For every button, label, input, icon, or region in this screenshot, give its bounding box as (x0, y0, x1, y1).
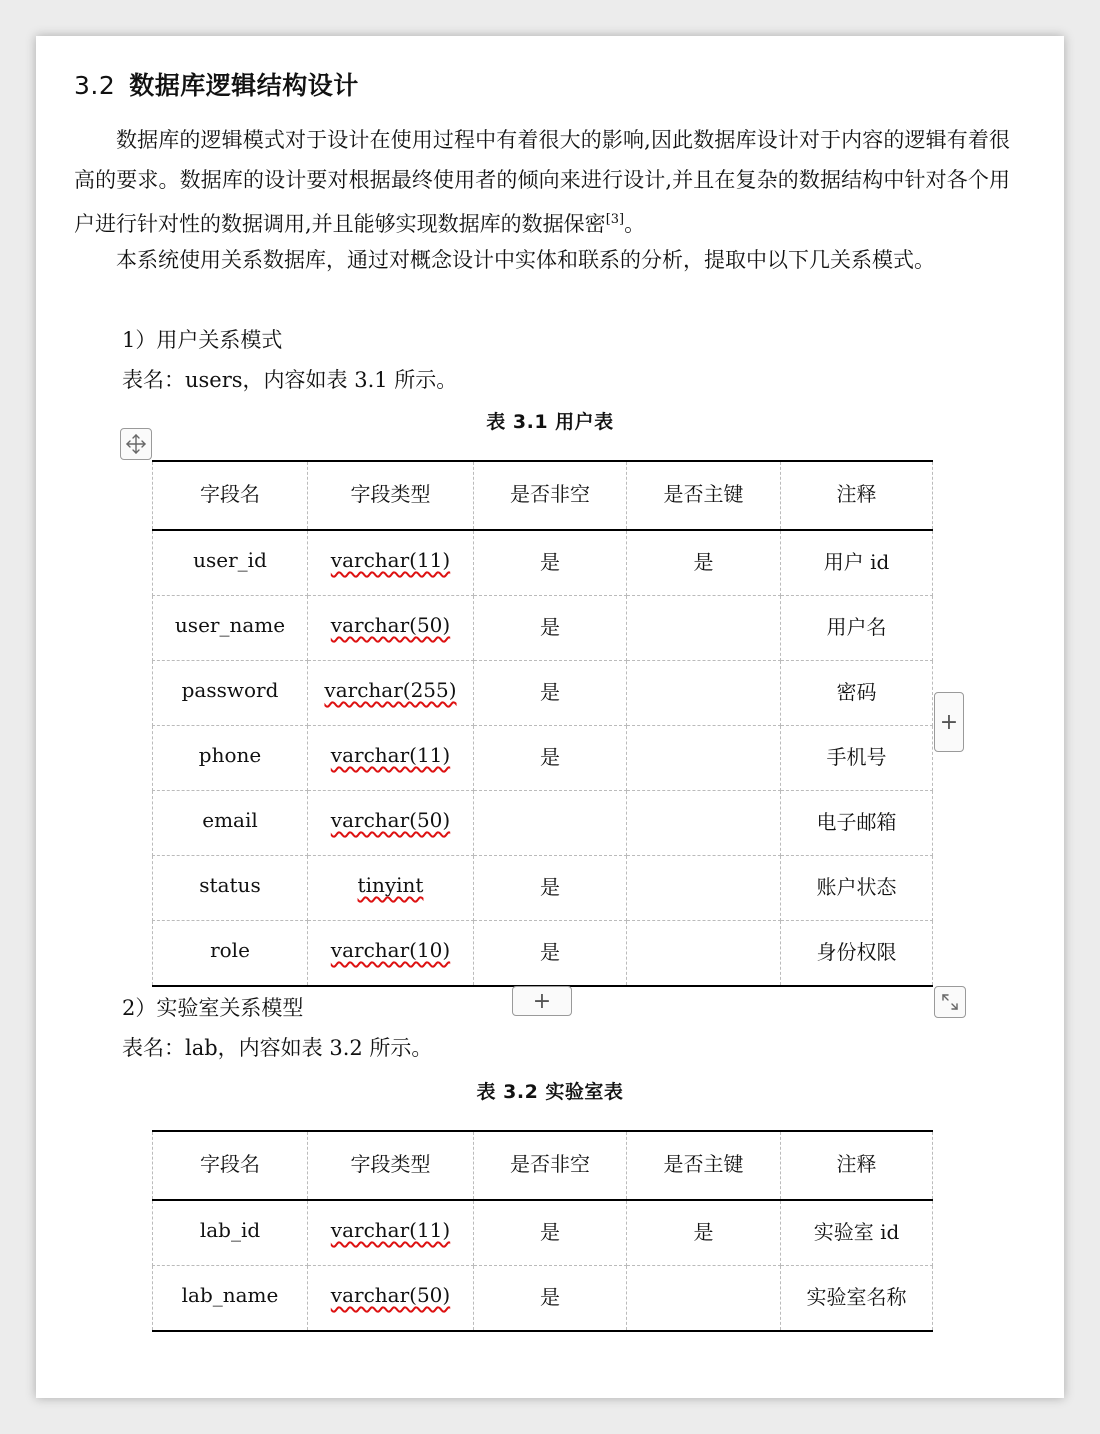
field-type-cell (308, 726, 474, 791)
field-type-cell (308, 1200, 474, 1266)
not-null-cell: 是 (474, 596, 627, 661)
primary-key-cell (627, 921, 781, 987)
table-row (153, 596, 933, 661)
comment-cell: 实验室名称 (781, 1266, 933, 1332)
field-type-cell (308, 791, 474, 856)
paragraph-1 (74, 120, 1010, 244)
comment-cell: 账户状态 (781, 856, 933, 921)
table1-intro: 表名：users，内容如表 3.1 所示。 (122, 368, 458, 392)
header-cell: 注释 (781, 1131, 933, 1200)
table-row (153, 791, 933, 856)
comment-cell: 实验室 id (781, 1200, 933, 1266)
primary-key-cell: 是 (627, 530, 781, 596)
comment-cell: 身份权限 (781, 921, 933, 987)
table2-heading: 2）实验室关系模型 (122, 996, 304, 1020)
table-row (153, 726, 933, 791)
not-null-cell: 是 (474, 1200, 627, 1266)
primary-key-cell (627, 1266, 781, 1332)
not-null-cell: 是 (474, 661, 627, 726)
header-cell: 注释 (781, 461, 933, 530)
field-type-text: varchar(255) (324, 678, 457, 702)
header-cell: 是否主键 (627, 461, 781, 530)
paragraph-1-text: 数据库的逻辑模式对于设计在使用过程中有着很大的影响,因此数据库设计对于内容的逻辑有着很高的要求。数据库的设计要对根据最终使用者的倾向来进行设计,并且在复杂的数据结构中针对各个用户进行针对性的数据调用,并且能够实现数据库的数据保密 (74, 128, 1010, 236)
table-row (153, 856, 933, 921)
comment-cell: 密码 (781, 661, 933, 726)
section-number: 3.2 (74, 71, 116, 100)
table2-caption: 表 3.2 实验室表 (476, 1081, 624, 1103)
paragraph-2: 本系统使用关系数据库，通过对概念设计中实体和联系的分析，提取中以下几关系模式。 (116, 248, 935, 272)
plus-icon: + (532, 988, 552, 1014)
field-name-cell: user_id (153, 530, 308, 596)
field-type-text: varchar(11) (330, 548, 451, 572)
field-type-text: varchar(50) (330, 808, 451, 832)
section-heading (74, 66, 359, 102)
table-resize-handle[interactable] (934, 986, 966, 1018)
primary-key-cell: 是 (627, 1200, 781, 1266)
lab-table (152, 1130, 933, 1332)
field-name-cell: status (153, 856, 308, 921)
field-type-text: varchar(50) (330, 1283, 451, 1307)
header-cell: 字段类型 (308, 1131, 474, 1200)
header-cell: 字段名 (153, 461, 308, 530)
primary-key-cell (627, 661, 781, 726)
add-column-button[interactable] (934, 692, 964, 752)
field-name-cell: password (153, 661, 308, 726)
add-row-button[interactable] (512, 986, 572, 1016)
field-name-cell: user_name (153, 596, 308, 661)
diagonal-resize-icon (939, 991, 961, 1013)
field-type-cell (308, 530, 474, 596)
table-row (153, 1266, 933, 1332)
field-name-cell: phone (153, 726, 308, 791)
header-cell: 是否非空 (474, 461, 627, 530)
field-type-text: tinyint (357, 873, 424, 897)
primary-key-cell (627, 596, 781, 661)
table-row (153, 921, 933, 987)
section-title: 数据库逻辑结构设计 (129, 71, 359, 100)
document-page (36, 36, 1064, 1398)
not-null-cell: 是 (474, 921, 627, 987)
comment-cell: 用户名 (781, 596, 933, 661)
field-type-text: varchar(11) (330, 1218, 451, 1242)
header-cell: 是否非空 (474, 1131, 627, 1200)
not-null-cell: 是 (474, 530, 627, 596)
not-null-cell: 是 (474, 1266, 627, 1332)
field-name-cell: lab_name (153, 1266, 308, 1332)
field-type-cell (308, 661, 474, 726)
comment-cell: 用户 id (781, 530, 933, 596)
field-type-cell (308, 921, 474, 987)
citation-marker: [3] (605, 212, 625, 227)
field-type-cell (308, 856, 474, 921)
plus-icon: + (939, 709, 959, 735)
table-row (153, 530, 933, 596)
comment-cell: 电子邮箱 (781, 791, 933, 856)
primary-key-cell (627, 856, 781, 921)
field-type-text: varchar(11) (330, 743, 451, 767)
table-header-row (153, 461, 933, 530)
table-row (153, 1200, 933, 1266)
not-null-cell: 是 (474, 856, 627, 921)
field-type-cell (308, 1266, 474, 1332)
field-type-cell (308, 596, 474, 661)
table-header-row (153, 1131, 933, 1200)
move-arrows-icon (125, 433, 147, 455)
not-null-cell (474, 791, 627, 856)
table-row (153, 661, 933, 726)
not-null-cell: 是 (474, 726, 627, 791)
field-type-text: varchar(10) (330, 938, 451, 962)
field-name-cell: lab_id (153, 1200, 308, 1266)
table1-caption: 表 3.1 用户表 (486, 411, 614, 433)
table-move-handle[interactable] (120, 428, 152, 460)
users-table (152, 460, 933, 987)
primary-key-cell (627, 791, 781, 856)
header-cell: 是否主键 (627, 1131, 781, 1200)
table2-intro: 表名：lab，内容如表 3.2 所示。 (122, 1036, 433, 1060)
primary-key-cell (627, 726, 781, 791)
table1-heading: 1）用户关系模式 (122, 328, 283, 352)
header-cell: 字段类型 (308, 461, 474, 530)
field-name-cell: role (153, 921, 308, 987)
paragraph-1-end: 。 (624, 212, 646, 236)
field-type-text: varchar(50) (330, 613, 451, 637)
comment-cell: 手机号 (781, 726, 933, 791)
header-cell: 字段名 (153, 1131, 308, 1200)
field-name-cell: email (153, 791, 308, 856)
